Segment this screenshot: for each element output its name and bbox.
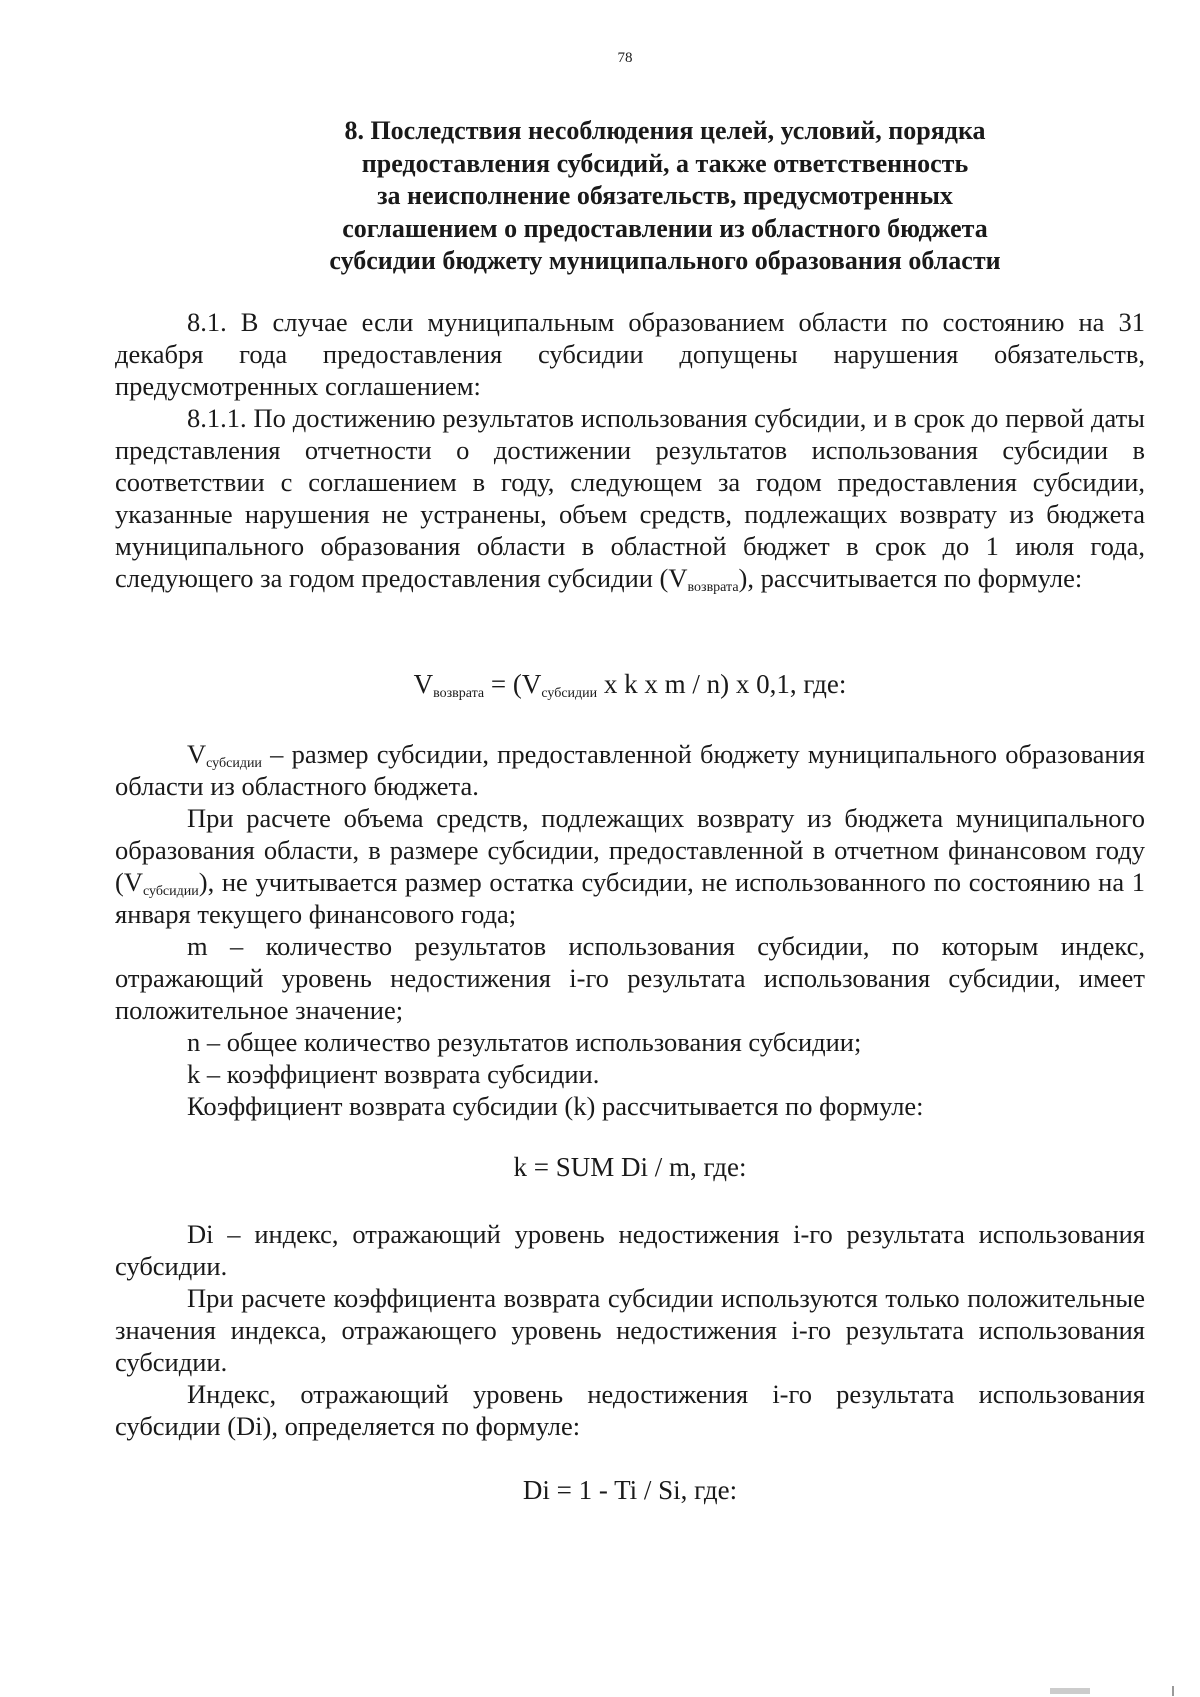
heading-line: 8. Последствия несоблюдения целей, условий, порядка [344,116,986,145]
k-formula-intro: Коэффициент возврата субсидии (k) рассчитывается по формуле: [187,1091,924,1121]
index-formula-intro: Индекс, отражающий уровень недостижения i-го результата использования субсидии (Di), определяется по формуле: [115,1379,1145,1441]
positive-values-note: При расчете коэффициента возврата субсидии используются только положительные значения индекса, отражающего уровень недостижения i-го результата использования субсидии. [115,1283,1145,1377]
definition-v-text: – размер субсидии, предоставленной бюджету муниципального образования области из областного бюджета. [115,739,1145,801]
di-block [115,1218,1145,1442]
formula-di: Di = 1 - Ti / Si, где: [522,1475,738,1505]
scan-artifact [1172,1686,1174,1696]
formula-mid: = (V [484,669,542,699]
formula-return-volume [115,668,1145,700]
definition-calc-tail: ), не учитывается размер остатка субсидии, не использованного по состоянию на 1 января текущего финансового года; [115,867,1145,929]
definition-calc-text: При расчете объема средств, подлежащих возврату из бюджета муниципального образования области, в размере субсидии, предоставленной в отчетном финансовом году (V [115,803,1145,897]
formula-sub-return: возврата [433,686,485,701]
definition-calc [115,802,1145,930]
subscript-return: возврата [687,580,739,595]
definition-v-subsidy [115,738,1145,802]
paragraph-8-1-1-tail: ), рассчитывается по формуле: [738,563,1083,593]
formula-sub-subsidy: субсидии [541,686,598,701]
heading-line: предоставления субсидий, а также ответственность [361,148,969,178]
definitions-block [115,738,1145,1122]
definition-di: Di – индекс, отражающий уровень недостижения i-го результата использования субсидии. [115,1219,1145,1281]
paragraph-8-1-1 [115,402,1145,594]
paragraph-8-1-1-text: 8.1.1. По достижению результатов использования субсидии, и в срок до первой даты представления отчетности о достижении результатов использования субсидии в соответствии с соглашением в году, следующем за годом предоставления субсидии, указанные нарушения не устранены, объем средств, подлежащих возврату из бюджета муниципального образования области в областной бюджет в срок до 1 июля года, следующего за годом предоставления субсидии (V [115,403,1145,593]
page-number: 78 [617,50,633,66]
definition-n: n – общее количество результатов использования субсидии; [187,1027,862,1057]
section-heading [0,115,1200,278]
definition-v-sub: субсидии [206,756,262,771]
heading-line: субсидии бюджету муниципального образования области [329,246,1001,275]
scan-artifact [1050,1688,1090,1694]
definition-m: m – количество результатов использования субсидии, по которым индекс, отражающий уровень недостижения i-го результата использования субсидии, имеет положительное значение; [115,931,1145,1025]
definition-calc-sub: субсидии [142,884,199,899]
formula-v: V [413,669,434,699]
paragraph-8-1: 8.1. В случае если муниципальным образованием области по состоянию на 31 декабря года предоставления субсидии допущены нарушения обязательств, предусмотренных соглашением: [115,307,1145,401]
heading-line: соглашением о предоставлении из областного бюджета [342,213,988,243]
definition-v-symbol: V [187,739,207,769]
section-8-1 [115,306,1145,594]
definition-k: k – коэффициент возврата субсидии. [187,1059,600,1089]
heading-line: за неисполнение обязательств, предусмотренных [377,181,953,210]
formula-rest: x k x m / n) x 0,1, где: [597,669,847,699]
formula-k: k = SUM Di / m, где: [513,1152,747,1182]
